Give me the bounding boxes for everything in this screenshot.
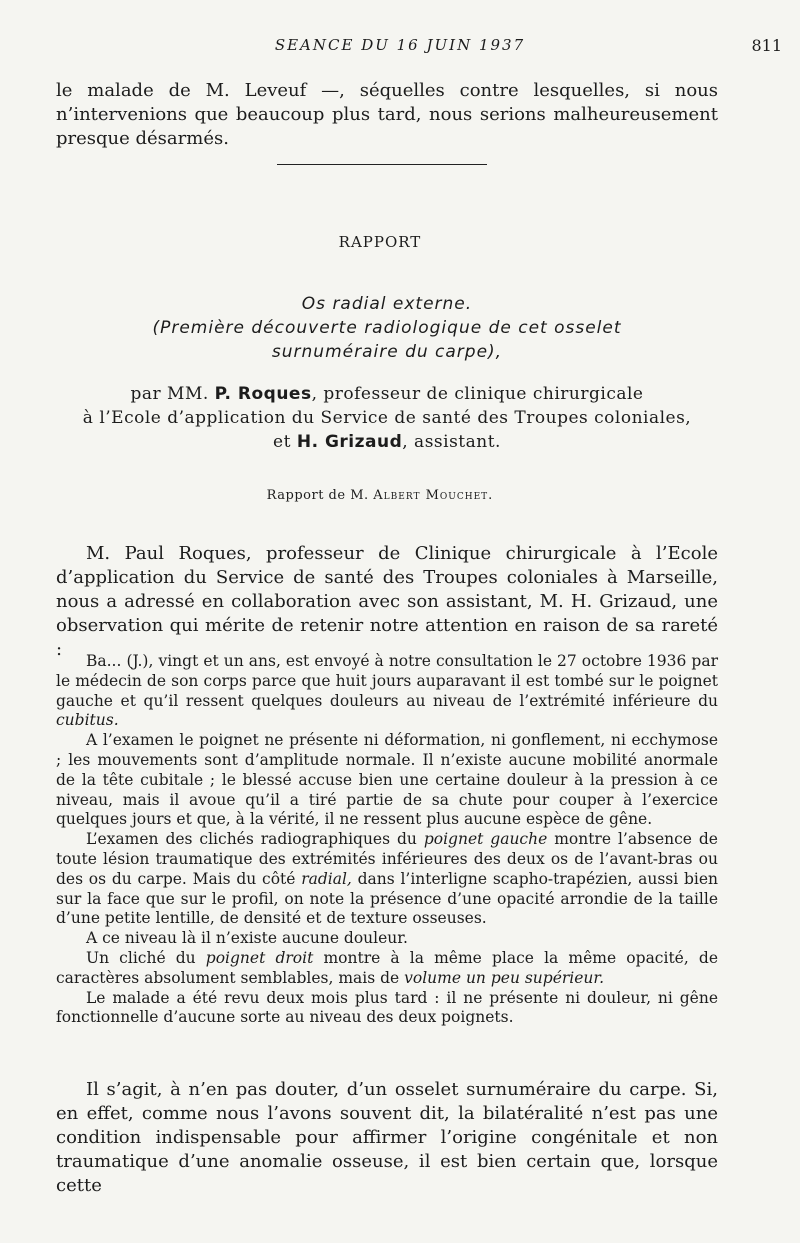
rapporteur-prefix: Rapport de M. <box>266 488 369 503</box>
author-roques: P. Roques <box>214 384 312 404</box>
case-observation <box>56 652 718 1028</box>
observation-p3-emphasis-2: radial, <box>301 869 352 888</box>
observation-paragraph-3 <box>56 830 718 929</box>
observation-paragraph-5 <box>56 949 718 989</box>
title-line-1: Os radial externe. <box>301 294 473 314</box>
rapporteur-line <box>0 488 760 503</box>
continuation-paragraph <box>56 79 718 151</box>
section-label: RAPPORT <box>338 233 422 251</box>
continuation-text: le malade de M. Leveuf —, séquelles contre lesquelles, si nous n’intervenions que beaucoup plus tard, nous serions malheureusement presque désarmés. <box>56 80 718 149</box>
observation-p5-emphasis-2: volume un peu supérieur. <box>404 968 605 987</box>
author-grizaud: H. Grizaud <box>296 432 403 452</box>
running-head-title: SEANCE DU 16 JUIN 1937 <box>274 36 526 54</box>
observation-paragraph-6: Le malade a été revu deux mois plus tard : il ne présente ni douleur, ni gêne fonctionnelle d’aucune sorte au niveau des deux poignets. <box>56 988 718 1027</box>
conclusion-paragraph <box>56 1078 718 1198</box>
conclusion-text: Il s’agit, à n’en pas douter, d’un osselet surnuméraire du carpe. Si, en effet, comme nous l’avons souvent dit, la bilatéralité n’est pas une condition indispensable pour affirmer l’origine congénitale et non traumatique d’une anomalie osseuse, il est bien certain que, lorsque cette <box>56 1079 718 1196</box>
intro-text: M. Paul Roques, professeur de Clinique chirurgicale à l’Ecole d’application du Service de santé des Troupes coloniales à Marseille, nous a adressé en collaboration avec son assistant, M. H. Grizaud, une observation qui mérite de retenir notre attention en raison de sa rareté : <box>56 543 718 660</box>
title-line-3: surnuméraire du carpe), <box>271 342 503 362</box>
observation-p1-emphasis: cubitus. <box>56 711 119 730</box>
authors-block <box>56 382 718 454</box>
observation-p3-emphasis-1: poignet gauche <box>423 830 548 849</box>
observation-paragraph-1 <box>56 652 718 731</box>
observation-paragraph-2: A l’examen le poignet ne présente ni déformation, ni gonflement, ni ecchymose ; les mouvements sont d’amplitude normale. Il n’existe aucune mobilité anormale de la tête cubitale ; le blessé accuse bien une certaine douleur à la pression à ce niveau, mais il avoue qu’il a tiré partie de sa chute pour couper à l’exercice quelques jours et que, à la vérité, il ne ressent plus aucune espèce de gêne. <box>56 731 718 829</box>
running-head <box>0 36 800 58</box>
observation-paragraph-4: A ce niveau là il n’existe aucune douleur. <box>86 929 408 948</box>
author-roques-affiliation: , professeur de clinique chirurgicale <box>311 384 644 404</box>
observation-p3-b: montre l’absence de toute lésion traumatique des extrémités inférieures des deux os de l’avant-bras ou des os du carpe. Mais du côté <box>56 830 718 888</box>
observation-p1-text: Ba... (J.), vingt et un ans, est envoyé à notre consultation le 27 octobre 1936 par le médecin de son corps parce que huit jours auparavant il est tombé sur le poignet gauche et qu’il ressent quelques douleurs au niveau de l’extrémité inférieure du <box>56 652 718 710</box>
title-line-2: (Première découverte radiologique de cet osselet <box>152 318 622 338</box>
observation-p5-a: Un cliché du <box>86 948 206 967</box>
observation-p3-a: L’examen des clichés radiographiques du <box>86 830 424 849</box>
rapporteur-name: Albert Mouchet. <box>373 488 494 503</box>
authors-line-1 <box>56 382 718 406</box>
intro-paragraph <box>56 542 718 662</box>
article-title <box>56 292 718 364</box>
authors-prefix: par MM. <box>130 384 209 404</box>
page-number: 811 <box>751 36 782 55</box>
authors-joiner: et <box>273 432 291 452</box>
observation-p3-c: dans l’interligne scapho-trapézien, aussi bien sur la face que sur le profil, on note la présence d’une opacité arrondie de la taille d’une petite lentille, de densité et de texture osseuses. <box>56 869 718 928</box>
observation-p5-emphasis-1: poignet droit <box>205 948 314 967</box>
authors-line-3 <box>56 430 718 454</box>
authors-line-2: à l’Ecole d’application du Service de santé des Troupes coloniales, <box>82 408 692 428</box>
section-divider <box>277 164 487 165</box>
author-grizaud-role: , assistant. <box>402 432 501 452</box>
observation-p5-b: montre à la même place la même opacité, de caractères absolument semblables, mais de <box>56 948 719 987</box>
